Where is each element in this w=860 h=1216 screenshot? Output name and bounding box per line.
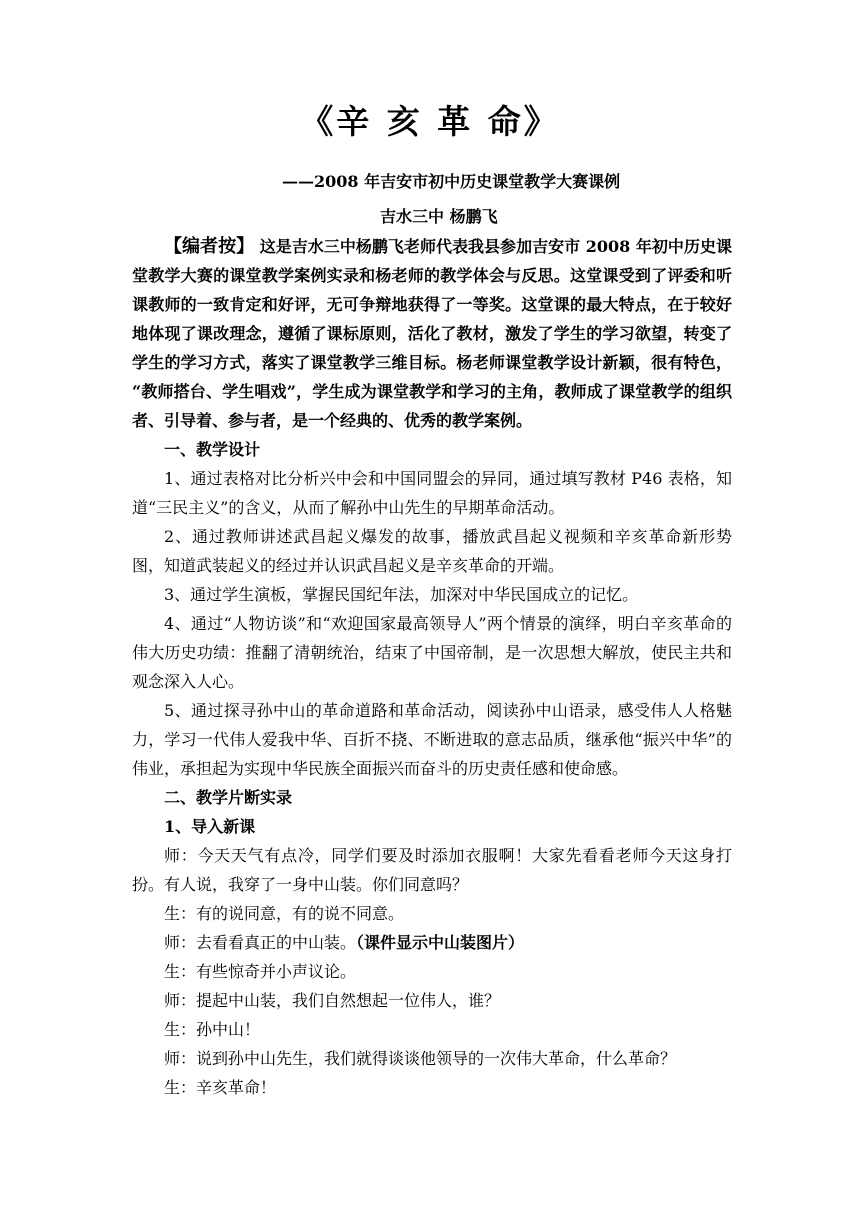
dialogue-line [132,899,732,928]
document-subtitle: ——2008 年吉安市初中历史课堂教学大赛课例 [282,172,621,191]
dialogue-text: 生：辛亥革命！ [164,1078,277,1097]
dialogue-line [132,841,732,899]
section-heading-design: 一、教学设计 [164,440,261,459]
dialogue-line [132,957,732,986]
design-item: 1、通过表格对比分析兴中会和中国同盟会的异同，通过填写教材 P46 表格，知道“三民主义”的含义，从而了解孙中山先生的早期革命活动。 [132,469,732,517]
dialogue-line [132,928,732,957]
dialogue-line [132,1044,732,1073]
dialogue-text: 生：有的说同意，有的说不同意。 [164,904,405,923]
document-body [132,232,732,1102]
dialogue-line [132,1015,732,1044]
document-author: 吉水三中 杨鹏飞 [380,207,498,226]
dialogue-text: 生：孙中山！ [164,1020,261,1039]
dialogue-text: 师：今天天气有点冷，同学们要及时添加衣服啊！大家先看看老师今天这身打扮。有人说，我穿了一身中山装。你们同意吗？ [132,846,732,894]
editor-note-text: 这是吉水三中杨鹏飞老师代表我县参加吉安市 2008 年初中历史课堂教学大赛的课堂教学案例实录和杨老师的教学体会与反思。这堂课受到了评委和听课教师的一致肯定和好评，无可争辩地获得了一等奖。这堂课的最大特点，在于较好地体现了课改理念，遵循了课标原则，活化了教材，激发了学生的学习欲望，转变了学生的学习方式，落实了课堂教学三维目标。杨老师课堂教学设计新颖，很有特色， “教师搭台、学生唱戏”，学生成为课堂教学和学习的主角，教师成了课堂教学的组织者、引导着、参与者，是一个经典的、优秀的教学案例。 [132,237,733,430]
subsection-heading-intro: 1、导入新课 [164,817,256,836]
document-title: 《辛 亥 革 命》 [300,102,560,141]
design-item: 5、通过探寻孙中山的革命道路和革命活动，阅读孙中山语录，感受伟人人格魅力，学习一代伟人爱我中华、百折不挠、不断进取的意志品质，继承他“振兴中华”的伟业，承担起为实现中华民族全面振兴而奋斗的历史责任感和使命感。 [132,701,732,778]
dialogue-text: 师：提起中山装，我们自然想起一位伟人，谁？ [164,991,501,1010]
editor-note-label: 【编者按】 [164,236,255,257]
dialogue-line [132,1073,732,1102]
editor-note [132,232,732,435]
dialogue-line [132,986,732,1015]
courseware-note: （课件显示中山装图片） [356,933,525,952]
design-item: 3、通过学生演板，掌握民国纪年法，加深对中华民国成立的记忆。 [164,585,639,604]
dialogue-text: 师：说到孙中山先生，我们就得谈谈他领导的一次伟大革命，什么革命？ [164,1049,677,1068]
section-heading-record: 二、教学片断实录 [164,788,293,807]
design-item: 4、通过“人物访谈”和“欢迎国家最高领导人”两个情景的演绎，明白辛亥革命的伟大历史功绩：推翻了清朝统治，结束了中国帝制，是一次思想大解放，使民主共和观念深入人心。 [132,614,732,691]
design-item: 2、通过教师讲述武昌起义爆发的故事，播放武昌起义视频和辛亥革命新形势图，知道武装起义的经过并认识武昌起义是辛亥革命的开端。 [132,527,732,575]
dialogue-text: 生：有些惊奇并小声议论。 [164,962,357,981]
dialogue-text: 师：去看看真正的中山装。 [164,933,357,952]
